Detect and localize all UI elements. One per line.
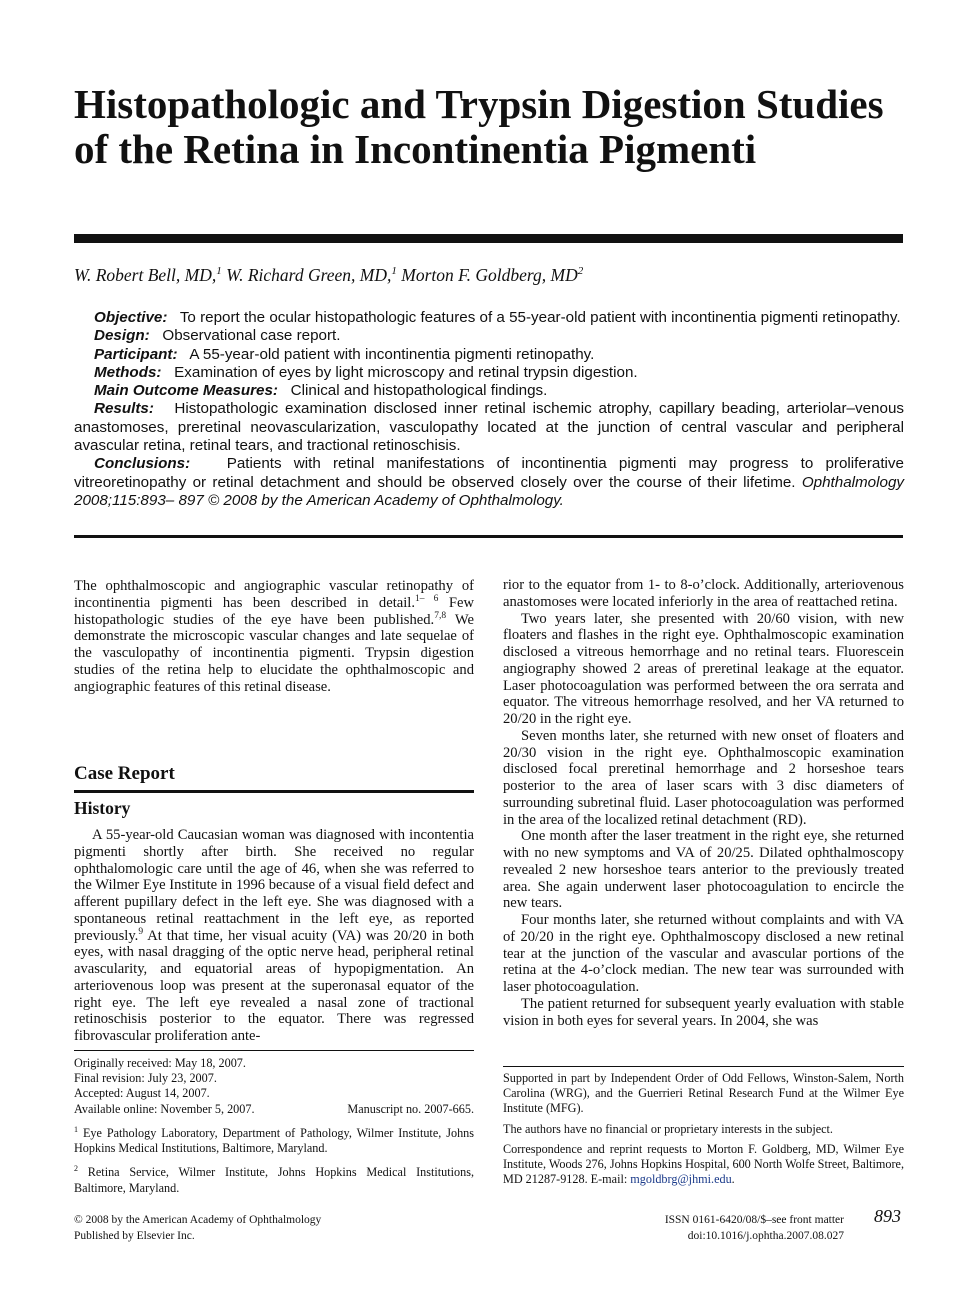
right-column-text [503, 577, 904, 1029]
affiliation-text: Eye Pathology Laboratory, Department of Pathology, Wilmer Institute, Johns Hopkins Medical Institutions, Baltimore, Maryland. [74, 1125, 474, 1156]
reference-link[interactable]: 7,8 [434, 610, 447, 621]
affiliation-2 [74, 1161, 474, 1195]
correspondence-end: . [731, 1172, 735, 1187]
abstract-label: Conclusions: [94, 455, 191, 473]
issn-line: ISSN 0161-6420/08/$–see front matter [664, 1214, 844, 1226]
affiliation-1 [74, 1122, 474, 1156]
author-affiliation-mark: 1 [391, 265, 397, 278]
author-name: W. Richard Green, MD, [226, 265, 392, 285]
abstract-conclusions: Patients with retinal manifestations of incontinentia pigmenti may progress to proliferative vitreoretinopathy or retinal detachment and should be observed closely over the course of their lifetime. [74, 455, 904, 491]
affiliation-text: Retina Service, Wilmer Institute, Johns Hopkins Medical Institutions, Baltimore, Maryland. [74, 1165, 474, 1195]
abstract-rule [74, 535, 903, 538]
correspondence-text: Correspondence and reprint requests to Morton F. Goldberg, MD, Wilmer Eye Institute, Woods 276, Johns Hopkins Hospital, 600 North Wolfe Street, Baltimore, MD 21287-9128. E-mail: [503, 1141, 904, 1187]
abstract-participant: A 55-year-old patient with incontinentia pigmenti retinopathy. [189, 345, 595, 363]
manuscript-number: Manuscript no. 2007-665. [347, 1101, 474, 1116]
abstract-label: Methods: [94, 363, 162, 381]
abstract-results: Histopathologic examination disclosed inner retinal ischemic atrophy, capillary beading, arteriolar–venous anastomoses, preretinal neovascularization, vasculopathy located at the junction of central vascular and peripheral avascular retina, retinal tears, and tractional retinoschisis. [74, 400, 904, 455]
abstract-objective: To report the ocular histopathologic features of a 55-year-old patient with incontinentia pigmenti retinopathy. [179, 309, 901, 326]
author-affiliation-mark: 1 [216, 265, 222, 278]
correspondence [503, 1142, 904, 1188]
abstract-outcome: Clinical and histopathological findings. [290, 382, 548, 400]
body-paragraph: Two years later, she presented with 20/60 vision, with new floaters and flashes in the right eye. Ophthalmoscopic examination disclosed a vitreous hemorrhage and no retinal tears. Fluorescein angiography showed 2 areas of preretinal leakage at the equator. Laser photocoagulation was performed between the ora serrata and equator. The vitreous hemorrhage resolved, and her VA returned to 20/20 in the right eye. [503, 610, 904, 727]
body-paragraph: rior to the equator from 1- to 8-o’clock. Additionally, arteriovenous anastomoses were located inferiorly in the area of reattached retina. [503, 577, 904, 610]
accepted-date: Accepted: August 14, 2007. [74, 1086, 210, 1101]
abstract-methods: Examination of eyes by light microscopy and retinal trypsin digestion. [174, 363, 638, 381]
abstract [74, 309, 904, 510]
reference-link[interactable]: 9 [138, 926, 144, 937]
abstract-label: Main Outcome Measures: [94, 382, 278, 400]
article-history-footnote [74, 1056, 474, 1196]
introduction-text [74, 578, 474, 695]
history-text [74, 827, 474, 1045]
body-paragraph: Seven months later, she returned with new onset of floaters and 20/30 vision in the right eye. Ophthalmoscopic examination disclosed focal preretinal hemorrhage and 2 horseshoe tears posterior to the area of laser scars with 3 disc diameters of surrounding subretinal fluid. Laser photocoagulation was performed in the area of the localized retinal detachment (RD). [503, 727, 904, 828]
journal-citation: Ophthalmology 2008;115:893– 897 © 2008 by the American Academy of Ophthalmology. [74, 473, 904, 509]
history-paragraph: A 55-year-old Caucasian woman was diagnosed with incontentia pigmenti shortly after birth. She received no regular ophthalomologic care until the age of 46, when she was referred to the Wilmer Eye Institute in 1996 because of a visual field defect and afferent pupillary defect in the left eye. She was diagnosed with a spontaneous retinal reattachment in the left eye, as reported previously. [74, 827, 474, 944]
affiliation-mark: 2 [74, 1164, 78, 1174]
revision-date: Final revision: July 23, 2007. [74, 1071, 217, 1086]
author-list [74, 265, 904, 286]
publisher-line: Published by Elsevier Inc. [74, 1229, 195, 1242]
interest-statement: The authors have no financial or proprietary interests in the subject. [503, 1121, 833, 1136]
affiliation-mark: 1 [74, 1124, 78, 1134]
section-heading-case-report: Case Report [74, 763, 175, 784]
author-name: Morton F. Goldberg, MD [401, 265, 578, 285]
page-number: 893 [874, 1206, 901, 1226]
issn-doi-info [600, 1213, 844, 1244]
copyright-line: © 2008 by the American Academy of Ophthalmology [74, 1214, 322, 1226]
publisher-info [74, 1213, 321, 1244]
abstract-label: Objective: [94, 309, 168, 326]
section-rule [74, 790, 474, 793]
reference-link[interactable]: 1– 6 [415, 593, 439, 604]
subsection-heading-history: History [74, 798, 131, 818]
body-paragraph: The patient returned for subsequent yearly evaluation with stable vision in both eyes for several years. In 2004, she was [503, 995, 904, 1029]
support-statement: Supported in part by Independent Order of Odd Fellows, Winston-Salem, North Carolina (WRG), and the Guerrieri Retinal Research Fund at the Wilmer Eye Institute (MFG). [503, 1071, 904, 1116]
footnote-rule [503, 1066, 904, 1067]
email-link[interactable]: mgoldbrg@jhmi.edu [630, 1172, 732, 1187]
body-paragraph: Four months later, she returned without complaints and with VA of 20/20 in the right eye. Ophthalmoscopy disclosed a new retinal tear at the junction of the vascular and avascular portions of the retina at the 4-o’clock median. The new tear was surrounded with laser photocoagulation. [503, 912, 904, 995]
intro-text: We demonstrate the microscopic vascular changes and late sequelae of the vasculopathy of incontinentia pigmenti. Trypsin digestion studies of the retina help to elucidate the ophthalmoscopic and angiographic features of this retinal disease. [74, 611, 475, 695]
author-name: W. Robert Bell, MD, [74, 265, 217, 285]
body-paragraph: One month after the laser treatment in the right eye, she returned with no new symptoms and VA of 20/25. Dilated ophthalmoscopy revealed 2 new horseshoe tears anterior to the previously treated area. She again underwent laser photocoagulation to encircle the new tears. [503, 828, 904, 912]
doi-link[interactable]: doi:10.1016/j.ophtha.2007.08.027 [687, 1229, 844, 1242]
intro-text: The ophthalmoscopic and angiographic vascular retinopathy of incontinentia pigmenti has been described in detail. [74, 578, 474, 611]
footnote-rule [74, 1050, 474, 1051]
history-paragraph: At that time, her visual acuity (VA) was 20/20 in both eyes, with nasal dragging of the optic nerve head, peripheral retinal avascularity, and equatorial areas of hypopigmentation. An arteriovenous loop was present at the superonasal equator of the right eye. The left eye revealed a nasal zone of tractional retinoschisis posterior to the equator. There was regressed fibrovascular proliferation ante- [74, 927, 474, 1044]
abstract-design: Observational case report. [162, 327, 341, 345]
article-title: Histopathologic and Trypsin Digestion Studies of the Retina in Incontinentia Pigmenti [74, 81, 884, 172]
author-affiliation-mark: 2 [577, 265, 584, 278]
received-date: Originally received: May 18, 2007. [74, 1056, 246, 1070]
abstract-label: Design: [94, 327, 150, 345]
online-date: Available online: November 5, 2007. [74, 1101, 255, 1116]
abstract-label: Results: [94, 400, 154, 418]
funding-footnote [503, 1071, 904, 1192]
title-rule [74, 234, 903, 243]
abstract-label: Participant: [94, 345, 178, 363]
intro-text: Few histopathologic studies of the eye have been published. [74, 594, 474, 628]
